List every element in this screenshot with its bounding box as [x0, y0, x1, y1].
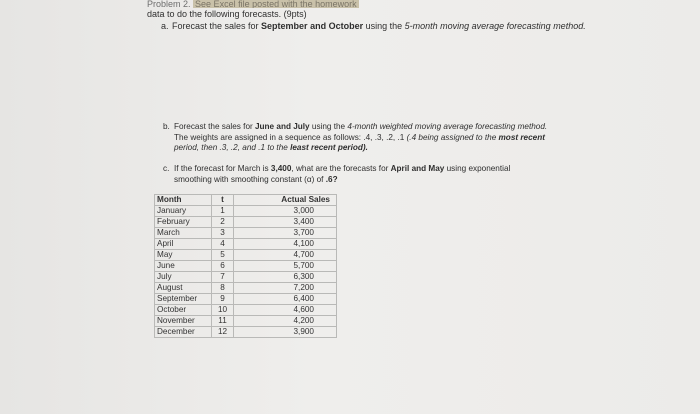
part-a-text: [172, 21, 586, 31]
cell-t: 5: [212, 250, 234, 261]
table-row: [155, 327, 337, 338]
part-b-weights-note-2: period, then .3, .2, and .1 to the: [174, 143, 291, 153]
table-row: [155, 261, 337, 272]
header-actual-sales: Actual Sales: [234, 195, 337, 206]
part-b-least-recent: least recent period).: [290, 143, 368, 153]
sales-table: [154, 194, 337, 338]
table-row: [155, 239, 337, 250]
part-b-pre: Forecast the sales for: [174, 122, 255, 131]
cell-month: November: [155, 316, 212, 327]
problem-label: Problem 2.: [147, 0, 191, 8]
part-c-text: [174, 164, 603, 185]
part-a-italic: 5-month moving average forecasting method.: [404, 21, 586, 31]
cell-t: 7: [212, 272, 234, 283]
cell-month: January: [155, 206, 212, 217]
cell-t: 4: [212, 239, 234, 250]
part-c-mid: , what are the forecasts for: [291, 164, 391, 173]
header-month: Month: [155, 195, 212, 206]
cell-t: 12: [212, 327, 234, 338]
cell-month: September: [155, 294, 212, 305]
cell-t: 8: [212, 283, 234, 294]
cell-sales: 3,400: [234, 217, 337, 228]
cell-t: 1: [212, 206, 234, 217]
table-row: [155, 228, 337, 239]
part-b-mid: using the: [309, 122, 348, 131]
cell-t: 6: [212, 261, 234, 272]
part-b-weights-note: (.4 being assigned to the: [406, 132, 499, 142]
part-a: [161, 21, 586, 31]
cell-sales: 6,400: [234, 294, 337, 305]
cell-month: October: [155, 305, 212, 316]
table-header-row: [155, 195, 337, 206]
part-c-post: using exponential: [444, 164, 511, 173]
cell-month: July: [155, 272, 212, 283]
part-a-pre: Forecast the sales for: [172, 21, 262, 31]
cell-sales: 5,700: [234, 261, 337, 272]
cell-sales: 4,700: [234, 250, 337, 261]
part-c-tag: c.: [163, 164, 170, 173]
part-c-months: April and May: [390, 164, 445, 173]
cell-sales: 3,000: [234, 206, 337, 217]
table-row: [155, 305, 337, 316]
table-row: [155, 250, 337, 261]
cell-t: 11: [212, 316, 234, 327]
cell-month: February: [155, 217, 212, 228]
cell-month: August: [155, 283, 212, 294]
problem-header-strip: [147, 0, 447, 8]
part-b-bold: June and July: [255, 122, 310, 131]
table-row: [155, 206, 337, 217]
cell-month: June: [155, 261, 212, 272]
table-row: [155, 294, 337, 305]
part-b-most-recent: most recent: [498, 132, 545, 142]
cell-month: December: [155, 327, 212, 338]
part-b-italic: 4-month weighted moving average forecasting method.: [347, 122, 548, 131]
part-c: [163, 164, 603, 185]
cell-sales: 3,900: [234, 327, 337, 338]
instruction-line: data to do the following forecasts. (9pts): [147, 9, 307, 19]
part-c-pre: If the forecast for March is: [174, 164, 271, 173]
header-t: t: [212, 195, 234, 206]
cell-sales: 7,200: [234, 283, 337, 294]
cell-month: May: [155, 250, 212, 261]
cell-sales: 6,300: [234, 272, 337, 283]
part-c-smoothing: smoothing with smoothing constant (α) of: [174, 174, 326, 184]
part-b-weights: The weights are assigned in a sequence as follows: .4, .3, .2, .1: [174, 132, 407, 142]
part-a-mid: using the: [363, 21, 405, 31]
part-b: [163, 122, 603, 154]
table-row: [155, 283, 337, 294]
part-b-text: [174, 122, 603, 154]
highlighted-instruction: See Excel file posted with the homework: [195, 0, 357, 8]
table-row: [155, 217, 337, 228]
cell-sales: 3,700: [234, 228, 337, 239]
cell-sales: 4,200: [234, 316, 337, 327]
cell-month: April: [155, 239, 212, 250]
cell-sales: 4,100: [234, 239, 337, 250]
part-c-march-forecast: 3,400: [270, 164, 292, 173]
part-b-tag: b.: [163, 122, 170, 131]
cell-month: March: [155, 228, 212, 239]
cell-t: 2: [212, 217, 234, 228]
cell-t: 9: [212, 294, 234, 305]
cell-t: 3: [212, 228, 234, 239]
cell-t: 10: [212, 305, 234, 316]
part-a-bold: September and October: [261, 21, 364, 31]
table-row: [155, 272, 337, 283]
part-a-tag: a.: [161, 21, 169, 31]
cell-sales: 4,600: [234, 305, 337, 316]
table-row: [155, 316, 337, 327]
part-c-alpha: .6?: [325, 174, 338, 184]
